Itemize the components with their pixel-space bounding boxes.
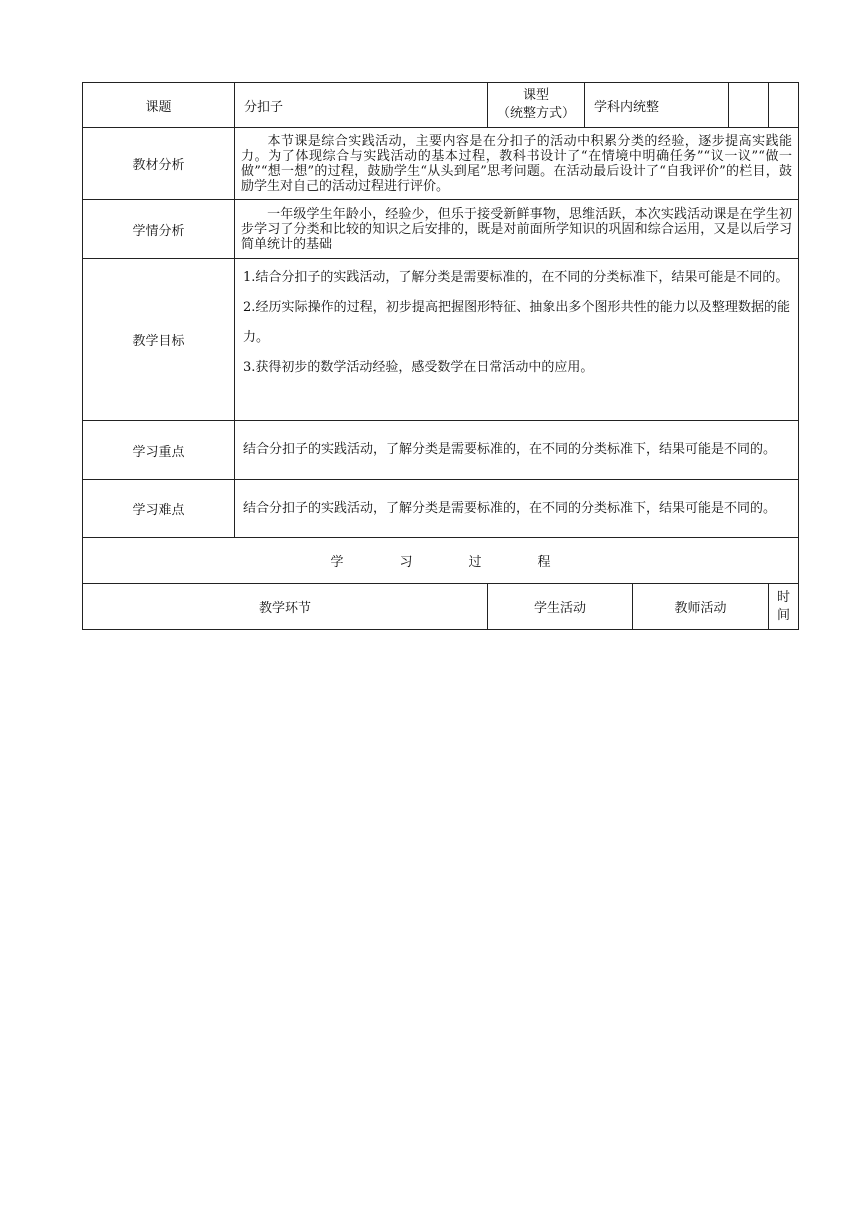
process-heading: 学 习 过 程 [83,538,799,584]
lesson-plan-table [82,82,799,630]
header-empty-cell-1 [729,83,769,128]
topic-value: 分扣子 [235,83,488,128]
difficulty-text: 结合分扣子的实践活动，了解分类是需要标准的，在不同的分类标准下，结果可能是不同的。 [235,480,799,538]
material-label: 教材分析 [83,128,235,200]
students-text: 一年级学生年龄小，经验少，但乐于接受新鲜事物，思维活跃，本次实践活动课是在学生初步学习了分类和比较的知识之后安排的，既是对前面所学知识的巩固和综合运用，又是以后学习简单统计的基础 [235,200,799,259]
header-empty-cell-2 [769,83,799,128]
goal-item-1: 1.结合分扣子的实践活动，了解分类是需要标准的，在不同的分类标准下，结果可能是不同的。 [243,270,789,285]
header-row [83,83,799,128]
goal-item-3: 3.获得初步的数学活动经验，感受数学在日常活动中的应用。 [243,360,594,375]
difficulty-label: 学习难点 [83,480,235,538]
column-student-activity: 学生活动 [488,584,633,630]
process-heading-row [83,538,799,584]
topic-label: 课题 [83,83,235,128]
column-teacher-activity: 教师活动 [633,584,769,630]
key-point-label: 学习重点 [83,421,235,480]
goal-item-2: 2.经历实际操作的过程，初步提高把握图形特征、抽象出多个图形共性的能力以及整理数据的能力。 [243,300,791,345]
column-stage: 教学环节 [83,584,488,630]
students-row [83,200,799,259]
goals-row [83,259,799,421]
key-point-text: 结合分扣子的实践活动，了解分类是需要标准的，在不同的分类标准下，结果可能是不同的。 [235,421,799,480]
process-columns-row [83,584,799,630]
goals-list [235,259,799,421]
lesson-plan-page [82,82,798,630]
goals-label: 教学目标 [83,259,235,421]
key-point-row [83,421,799,480]
lesson-type-label: 课型 （统整方式） [488,83,585,128]
lesson-type-value: 学科内统整 [585,83,729,128]
students-label: 学情分析 [83,200,235,259]
difficulty-row [83,480,799,538]
material-text: 本节课是综合实践活动，主要内容是在分扣子的活动中积累分类的经验，逐步提高实践能力。为了体现综合与实践活动的基本过程，教科书设计了“在情境中明确任务”“议一议”“做一做”“想一想”的过程，鼓励学生“从头到尾”思考问题。在活动最后设计了“自我评价”的栏目，鼓励学生对自己的活动过程进行评价。 [235,128,799,200]
material-row [83,128,799,200]
column-time: 时 间 [769,584,799,630]
